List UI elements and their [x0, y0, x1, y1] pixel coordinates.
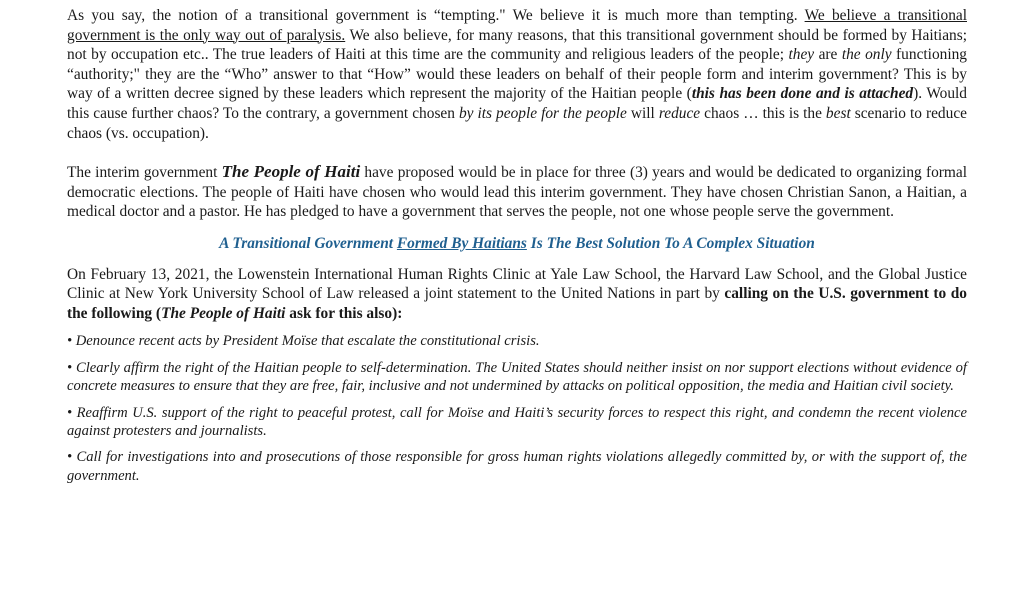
p3-bold: ask for this also): [285, 304, 403, 322]
p3-bold-italic: The People of Haiti [161, 304, 286, 322]
bullet-item: • Denounce recent acts by President Moïse that escalate the constitutional crisis. [67, 333, 540, 350]
p1-italic: reduce [658, 104, 701, 122]
heading-underlined: Formed By Haitians [396, 234, 527, 252]
bullet-item: • Reaffirm U.S. support of the right to peaceful protest, call for Moïse and Haiti’s security forces to respect this right, and condemn the recent violence against protesters and journalists. [67, 404, 967, 439]
p1-italic: by its people for the people [458, 104, 627, 122]
p2-text: The interim government [67, 164, 222, 182]
p1-bold-italic: this has been done and is attached [691, 85, 914, 103]
p1-text: ). Would this cause further chaos? To the contrary, a government chosen [67, 85, 967, 122]
p1-text: chaos … this is the [700, 104, 826, 122]
paragraph-interim-government [67, 162, 967, 222]
p1-italic: the only [841, 46, 892, 64]
bullet-item: • Clearly affirm the right of the Haitian people to self-determination. The United States should neither insist on nor support elections without evidence of concrete measures to ensure that they are free, fair, inclusive and not undermined by attacks on political opposition, the media and Haitian civil society. [67, 359, 967, 395]
p1-underlined-claim: We believe a transitional government is the only way out of paralysis. [67, 7, 967, 44]
p1-text: will [626, 104, 659, 122]
p2-text: have proposed would be in place for three (3) years and would be dedicated to organizing formal democratic elections. The people of Haiti have chosen who would lead this interim government. They have chosen Christian Sanon, a Haitian, a medical doctor and a pastor. He has pledged to have a government that serves the people, not one whose people serve the government. [67, 164, 967, 221]
heading-text: Is The Best Solution To A Complex Situation [526, 234, 815, 252]
paragraph-transitional-government [67, 6, 967, 143]
p3-bold: calling on the U.S. government to do the following ( [67, 285, 967, 322]
p1-italic: best [825, 104, 851, 122]
p1-text: scenario to reduce chaos (vs. occupation). [67, 104, 967, 142]
p3-text: On February 13, 2021, the Lowenstein International Human Rights Clinic at Yale Law School, the Harvard Law School, and the Global Justice Clinic at New York University School of Law released a joint statement to the United Nations in part by [67, 265, 967, 303]
p2-organization-name: The People of Haiti [221, 162, 361, 182]
p1-text: As you say, the notion of a transitional government is “tempting." We believe it is much more than tempting. [67, 7, 805, 24]
section-heading [67, 234, 967, 254]
bullet-item: • Call for investigations into and prosecutions of those responsible for gross human rights violations allegedly committed by, or with the support of, the government. [67, 449, 967, 484]
paragraph-joint-statement [67, 265, 967, 324]
heading-text: A Transitional Government [219, 234, 397, 252]
p1-text: functioning “authority;" they are the “Who” answer to that “How” would these leaders on behalf of their people form and interim government? This is by way of a written decree signed by these leaders which represent the majority of the Haitian people ( [67, 46, 968, 103]
document-page [67, 6, 967, 493]
p1-text: We also believe, for many reasons, that this transitional government should be formed by Haitians; not by occupation etc.. The true leaders of Haiti at this time are the community and religious leaders of the people; [67, 26, 968, 64]
p1-italic: they [788, 46, 815, 64]
p1-text: are [814, 46, 842, 64]
